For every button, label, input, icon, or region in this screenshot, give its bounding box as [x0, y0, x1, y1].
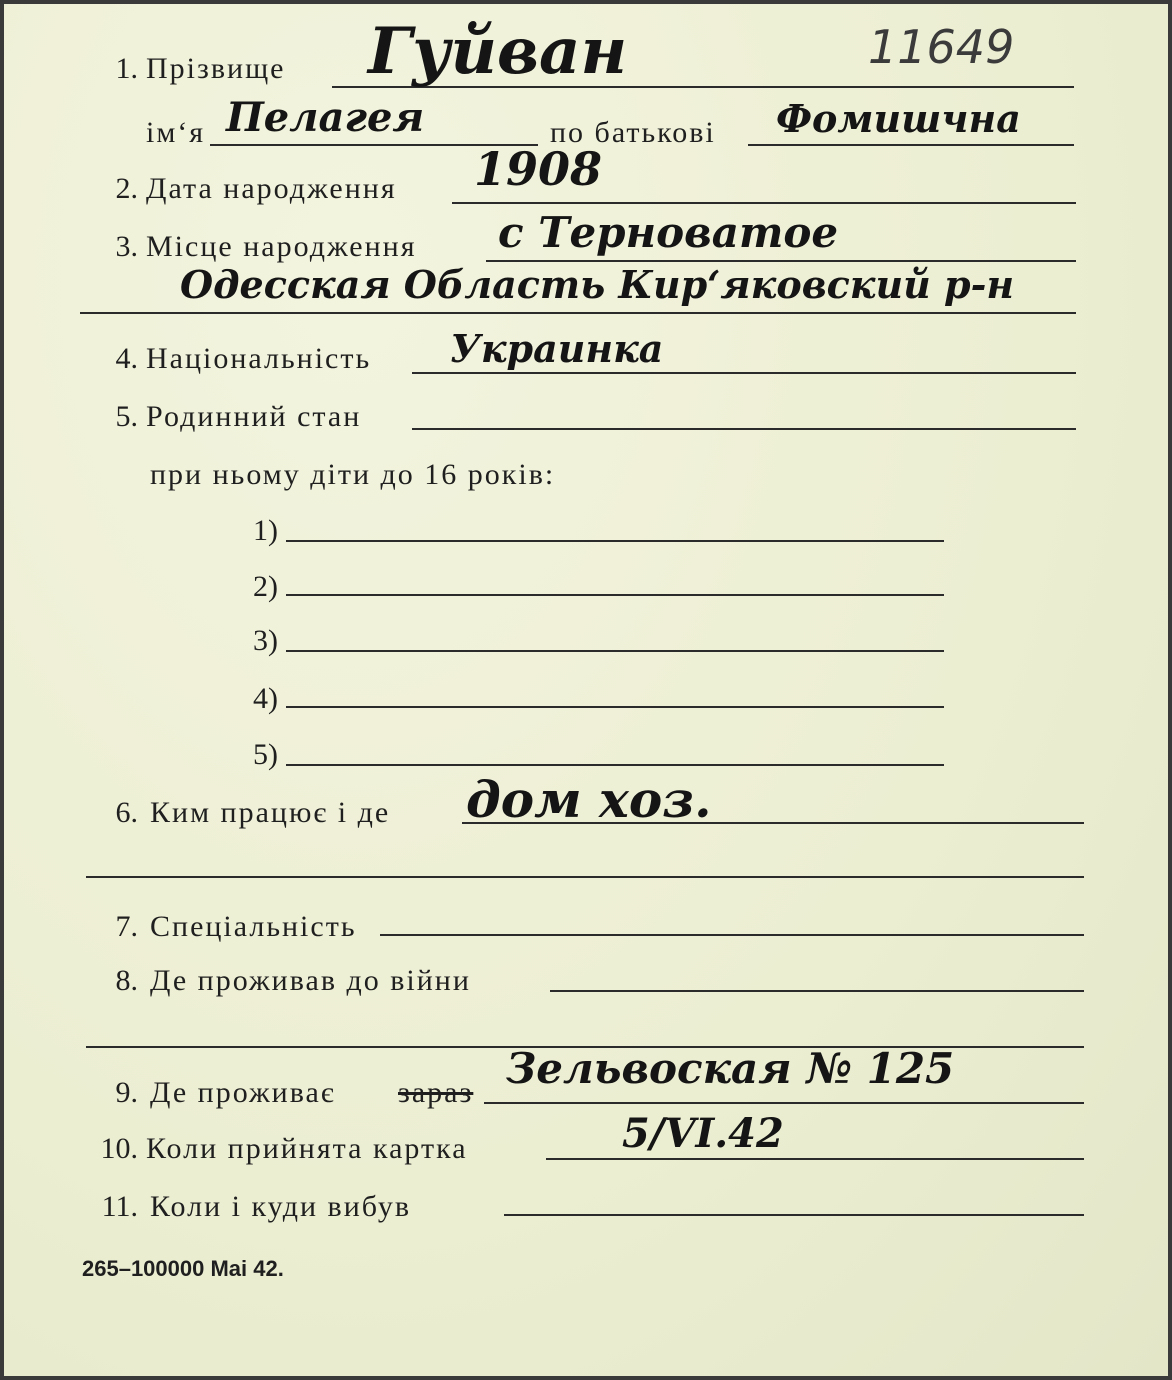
field-number: 11.	[101, 1190, 138, 1223]
current-residence-label: Де проживає	[150, 1076, 336, 1109]
specialty-label: Спеціальність	[150, 910, 357, 943]
child-number: 3)	[253, 624, 278, 657]
card-accepted-line	[546, 1158, 1084, 1160]
child-number: 1)	[253, 514, 278, 547]
current-residence-value: Зельвоская № 125	[506, 1044, 955, 1093]
child-line	[286, 650, 944, 652]
nationality-line	[412, 372, 1076, 374]
field-number: 1.	[115, 52, 138, 85]
field-number: 5.	[115, 400, 138, 433]
marital-status-label: Родинний стан	[146, 400, 362, 433]
first-name-value: Пелагея	[226, 94, 425, 141]
birth-place-value-line2: Одесская Область Кир‘яковский р-н	[180, 262, 1015, 307]
prewar-residence-label: Де проживав до війни	[150, 964, 471, 997]
surname-value: Гуйван	[368, 14, 628, 89]
current-residence-line	[484, 1102, 1084, 1104]
birth-place-value: с Терноватое	[498, 208, 839, 257]
birth-date-value: 1908	[474, 142, 603, 196]
birth-date-label: Дата народження	[146, 172, 397, 205]
field-number: 10.	[100, 1132, 138, 1165]
departed-line	[504, 1214, 1084, 1216]
child-number: 2)	[253, 570, 278, 603]
field-number: 3.	[115, 230, 138, 263]
child-line	[286, 706, 944, 708]
child-number: 5)	[253, 738, 278, 771]
occupation-label: Ким працює і де	[150, 796, 391, 829]
field-number: 6.	[115, 796, 138, 829]
field-number: 8.	[115, 964, 138, 997]
birth-place-label: Місце народження	[146, 230, 417, 263]
current-residence-struck: зараз	[398, 1076, 474, 1109]
marital-status-line	[412, 428, 1076, 430]
patronymic-value: Фомишчна	[776, 96, 1021, 141]
birth-date-line	[452, 202, 1076, 204]
surname-label: Прізвище	[146, 52, 286, 85]
field-number: 9.	[115, 1076, 138, 1109]
occupation-value: дом хоз.	[466, 770, 712, 829]
card-accepted-value: 5/VI.42	[622, 1110, 784, 1157]
field-number: 2.	[115, 172, 138, 205]
card-accepted-label: Коли прийнята картка	[146, 1132, 468, 1165]
child-line	[286, 764, 944, 766]
child-number: 4)	[253, 682, 278, 715]
patronymic-line	[748, 144, 1074, 146]
nationality-value: Украинка	[450, 326, 664, 371]
prewar-residence-line	[550, 990, 1084, 992]
nationality-label: Національність	[146, 342, 372, 375]
specialty-line	[380, 934, 1084, 936]
registry-number: 11649	[868, 20, 1015, 74]
occupation-line-2	[86, 876, 1084, 878]
birth-place-line-2	[80, 312, 1076, 314]
print-code: 265–100000 Mai 42.	[82, 1256, 284, 1281]
field-number: 4.	[115, 342, 138, 375]
child-line	[286, 594, 944, 596]
departed-label: Коли і куди вибув	[150, 1190, 412, 1223]
children-label: при ньому діти до 16 років:	[150, 458, 556, 491]
patronymic-label: по батькові	[550, 116, 716, 149]
child-line	[286, 540, 944, 542]
first-name-label: ім‘я	[146, 116, 206, 149]
field-number: 7.	[115, 910, 138, 943]
